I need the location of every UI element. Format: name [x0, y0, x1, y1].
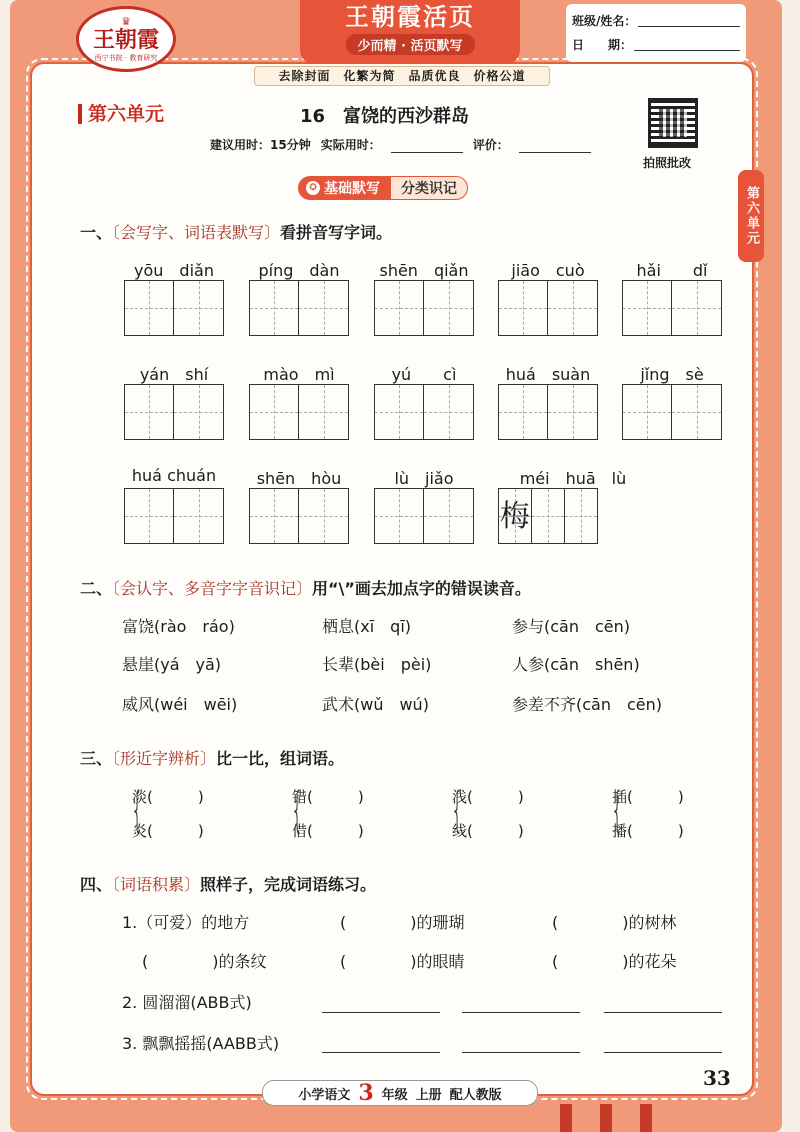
qr-code-icon[interactable] [648, 98, 698, 148]
writing-cell[interactable] [249, 280, 299, 336]
pinyin-text: yōu diǎn [134, 261, 214, 280]
lesson-title: 16 富饶的西沙群岛 [300, 106, 470, 127]
pinyin-word [124, 466, 224, 544]
writing-cell[interactable] [548, 384, 598, 440]
pronunciation-item[interactable]: 悬崖(yá yā) [122, 655, 222, 674]
writing-cell[interactable] [374, 488, 424, 544]
pinyin-word [374, 466, 474, 544]
logo-sub: 西宁书院 · 教育研究 [94, 53, 158, 62]
brand-subtitle: 少而精 · 活页默写 [346, 34, 475, 55]
aabb-label: 3. 飘飘摇摇(AABB式) [122, 1034, 280, 1053]
actual-time-field[interactable] [391, 140, 463, 153]
section-1-tag: 〔会写字、词语表默写〕 [112, 223, 281, 242]
pair-word[interactable]: 播( ) [612, 822, 684, 840]
pronunciation-item[interactable]: 威风(wéi wēi) [122, 695, 238, 714]
writing-boxes [124, 280, 224, 336]
section-3-heading [80, 746, 344, 769]
answer-line[interactable] [604, 1052, 722, 1053]
brand-header [300, 0, 520, 64]
pair-word[interactable]: 炎( ) [132, 822, 204, 840]
brace-icon: { [451, 782, 464, 838]
suggested-time: 建议用时：15分钟 [210, 138, 311, 152]
writing-cell[interactable] [249, 488, 299, 544]
section-2-tag: 〔会认字、多音字字音识记〕 [112, 579, 313, 598]
time-meta [210, 136, 591, 153]
footer-edition: 配人教版 [449, 1087, 502, 1103]
section-1-title: 看拼音写字词。 [280, 223, 393, 242]
phrase-example: 1.（可爱）的地方 [122, 913, 250, 932]
crown-icon: ♛ [121, 14, 131, 28]
phrase-blank[interactable]: ( )的树林 [552, 913, 677, 932]
writing-cell[interactable]: 梅 [498, 488, 532, 544]
writing-cell[interactable] [124, 488, 174, 544]
slogan: 去除封面 化繁为简 品质优良 价格公道 [254, 66, 550, 86]
section-4-tag: 〔词语积累〕 [112, 875, 201, 894]
char-pair [292, 780, 364, 848]
writing-cell[interactable] [672, 280, 722, 336]
class-name-field[interactable] [638, 13, 740, 27]
pinyin-text: huá chuán [131, 466, 217, 485]
binding-stripe [600, 1104, 612, 1132]
tab-category: 分类识记 [390, 176, 468, 200]
pair-word[interactable]: 浅( ) [452, 788, 524, 806]
tab-basic [298, 176, 390, 200]
writing-cell[interactable] [174, 280, 224, 336]
section-4-heading [80, 872, 376, 895]
writing-cell[interactable] [374, 280, 424, 336]
pinyin-word [622, 362, 722, 440]
pinyin-word [374, 362, 474, 440]
section-1-heading [80, 220, 392, 243]
pinyin-text: huá suàn [505, 365, 591, 384]
writing-cell[interactable] [299, 384, 349, 440]
writing-boxes [249, 384, 349, 440]
footer-term: 上册 [415, 1087, 442, 1103]
pronunciation-item[interactable]: 长辈(bèi pèi) [322, 655, 432, 674]
pinyin-text: shēn hòu [256, 469, 342, 488]
writing-cell[interactable] [424, 280, 474, 336]
phrase-blank[interactable]: ( )的珊瑚 [340, 913, 465, 932]
brand-logo [76, 6, 176, 72]
writing-cell[interactable] [565, 488, 598, 544]
writing-boxes [124, 384, 224, 440]
unit-label: 第六单元 [78, 104, 164, 124]
section-tabs [298, 176, 468, 200]
logo-name: 王朝霞 [92, 26, 159, 53]
eval-label: 评价： [472, 138, 509, 152]
section-2-title: 用“\”画去加点字的错误读音。 [312, 579, 531, 598]
pinyin-word [249, 258, 349, 336]
pinyin-text: yú cì [391, 365, 457, 384]
tab-basic-label: 基础默写 [324, 181, 380, 197]
writing-boxes [249, 488, 349, 544]
side-unit-tab: 第六单元 [738, 170, 764, 262]
brace-icon: { [291, 782, 304, 838]
char-pair [612, 780, 684, 848]
footer-grade-num: 3 [358, 1080, 374, 1106]
brace-icon: { [611, 782, 624, 838]
section-3-tag: 〔形近字辨析〕 [112, 749, 217, 768]
writing-cell[interactable] [299, 488, 349, 544]
eval-field[interactable] [519, 140, 591, 153]
qr-label: 拍照批改 [643, 156, 692, 170]
writing-boxes [622, 384, 722, 440]
char-pair [452, 780, 524, 848]
writing-cell[interactable] [622, 384, 672, 440]
writing-cell[interactable] [124, 384, 174, 440]
phrase-blank[interactable]: ( )的花朵 [552, 952, 677, 971]
phrase-blank[interactable]: ( )的眼睛 [340, 952, 465, 971]
writing-cell[interactable] [374, 384, 424, 440]
writing-boxes [498, 384, 598, 440]
pair-word[interactable]: 插( ) [612, 788, 684, 806]
pair-word[interactable]: 错( ) [292, 788, 364, 806]
section-3-num: 三、 [80, 749, 113, 768]
footer-grade: 年级 [381, 1087, 408, 1103]
pair-word[interactable]: 线( ) [452, 822, 524, 840]
date-label: 日 期： [572, 37, 633, 52]
section-3-title: 比一比，组词语。 [216, 749, 345, 768]
pinyin-word [124, 362, 224, 440]
section-1-num: 一、 [80, 223, 113, 242]
pinyin-word [498, 258, 598, 336]
writing-boxes [124, 488, 224, 544]
pronunciation-item[interactable]: 富饶(rào ráo) [122, 617, 235, 636]
writing-cell[interactable] [249, 384, 299, 440]
section-2-num: 二、 [80, 579, 113, 598]
brace-icon: { [131, 782, 144, 838]
answer-line[interactable] [604, 1012, 722, 1013]
writing-cell[interactable] [299, 280, 349, 336]
pinyin-text: jiāo cuò [511, 261, 585, 280]
class-name-label: 班级/姓名： [572, 13, 637, 28]
pronunciation-item[interactable]: 人参(cān shēn) [512, 655, 640, 674]
medal-icon: ✪ [306, 181, 320, 195]
answer-line[interactable] [462, 1012, 580, 1013]
section-4-title: 照样子，完成词语练习。 [200, 875, 377, 894]
writing-boxes [622, 280, 722, 336]
pinyin-text: yán shí [139, 365, 209, 384]
pinyin-word [124, 258, 224, 336]
pinyin-word [249, 362, 349, 440]
phrase-blank[interactable]: ( )的条纹 [142, 952, 267, 971]
pronunciation-item[interactable]: 武术(wǔ wú) [322, 695, 429, 714]
student-info-box [566, 4, 746, 62]
binding-stripe [560, 1104, 572, 1132]
pinyin-word [374, 258, 474, 336]
pronunciation-item[interactable]: 栖息(xī qī) [322, 617, 412, 636]
pinyin-word [498, 466, 627, 544]
pronunciation-item[interactable]: 参与(cān cēn) [512, 617, 631, 636]
writing-cell[interactable] [424, 488, 474, 544]
pinyin-text: píng dàn [258, 261, 340, 280]
footer-badge [262, 1080, 538, 1106]
writing-boxes [374, 488, 474, 544]
pinyin-text: mào mì [263, 365, 335, 384]
brand-title: 王朝霞活页 [345, 2, 475, 31]
footer-subject: 小学语文 [298, 1087, 351, 1103]
abb-label: 2. 圆溜溜(ABB式) [122, 993, 252, 1012]
writing-cell[interactable] [672, 384, 722, 440]
writing-cell[interactable] [174, 384, 224, 440]
date-field[interactable] [634, 37, 740, 51]
writing-boxes [374, 384, 474, 440]
pronunciation-item[interactable]: 参差不齐(cān cēn) [512, 695, 663, 714]
writing-cell[interactable] [622, 280, 672, 336]
writing-cell[interactable] [498, 384, 548, 440]
pair-word[interactable]: 淡( ) [132, 788, 204, 806]
writing-cell[interactable] [174, 488, 224, 544]
writing-boxes [374, 280, 474, 336]
section-2-heading [80, 576, 531, 599]
pinyin-word [249, 466, 349, 544]
answer-line[interactable] [322, 1012, 440, 1013]
writing-cell[interactable] [424, 384, 474, 440]
writing-cell[interactable] [548, 280, 598, 336]
writing-cell[interactable] [498, 280, 548, 336]
pinyin-word [622, 258, 722, 336]
pinyin-text: lù jiǎo [394, 469, 454, 488]
writing-cell[interactable] [532, 488, 565, 544]
section-4-num: 四、 [80, 875, 113, 894]
pinyin-text: jǐng sè [640, 365, 704, 384]
pinyin-word [498, 362, 598, 440]
char-pair [132, 780, 204, 848]
writing-boxes [498, 488, 598, 544]
answer-line[interactable] [462, 1052, 580, 1053]
pinyin-text: shēn qiǎn [379, 261, 469, 280]
writing-boxes [498, 280, 598, 336]
writing-boxes [249, 280, 349, 336]
answer-line[interactable] [322, 1052, 440, 1053]
pinyin-text: méi huā lù [519, 469, 627, 488]
pinyin-text: hǎi dǐ [636, 261, 708, 280]
pair-word[interactable]: 借( ) [292, 822, 364, 840]
writing-cell[interactable] [124, 280, 174, 336]
binding-stripe [640, 1104, 652, 1132]
actual-time-label: 实际用时： [320, 138, 381, 152]
page-number: 33 [703, 1066, 731, 1090]
